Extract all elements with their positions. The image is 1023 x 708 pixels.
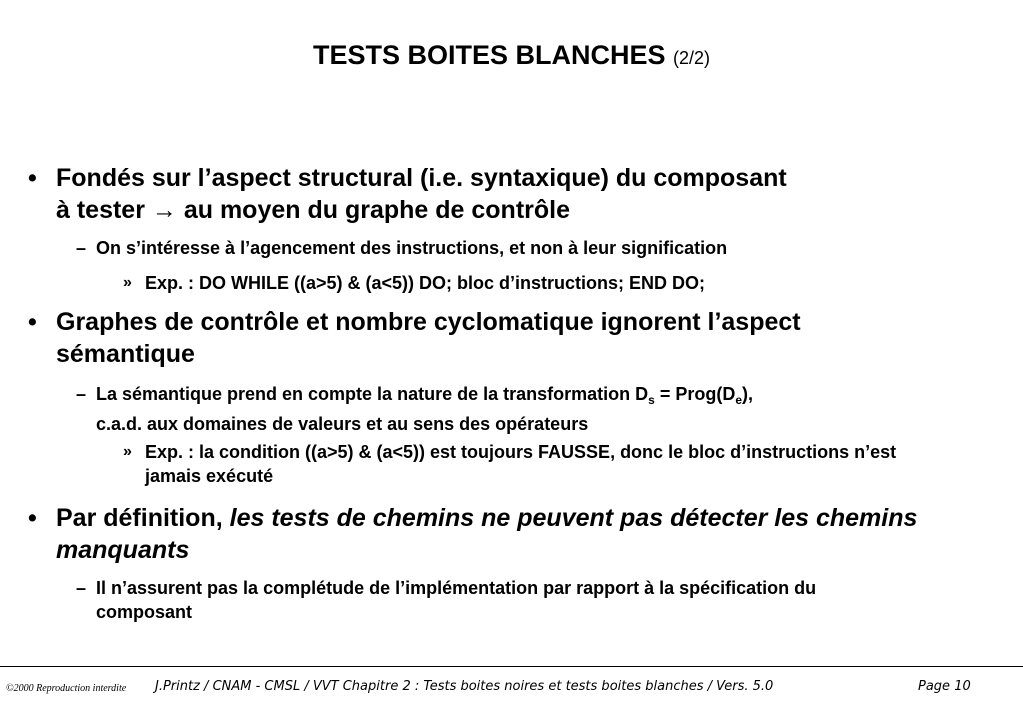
sub-sub-bullet-marker: » (123, 274, 132, 291)
subscript-s: s (648, 393, 655, 407)
bullet-2-sub-mid: = Prog(D (654, 384, 736, 404)
bullet-1-example: Exp. : DO WHILE ((a>5) & (a<5)) DO; bloc d’instructions; END DO; (145, 273, 706, 293)
footer-page-number: Page 10 (918, 679, 971, 694)
bullet-3-text-italic: les tests de chemins ne peuvent pas détecter les chemins manquants (56, 504, 918, 564)
bullet-marker: • (28, 164, 37, 192)
sub-bullet-marker: – (76, 384, 87, 404)
arrow-right-icon: → (151, 196, 177, 224)
slide-title (0, 40, 1023, 71)
bullet-2-sub-line-2: c.a.d. aux domaines de valeurs et au sens des opérateurs (96, 414, 589, 434)
bullet-2-text: Graphes de contrôle et nombre cyclomatique ignorent l’aspect sémantique (56, 308, 801, 368)
bullet-2-sub-end: ), (742, 384, 754, 404)
bullet-marker: • (28, 308, 37, 336)
bullet-2-sub-start: La sémantique prend en compte la nature de la transformation D (96, 384, 649, 404)
bullet-1-line-2 (56, 194, 996, 226)
bullet-1-sub-text: On s’intéresse à l’agencement des instructions, et non à leur signification (96, 238, 728, 258)
bullet-3-sub-text: Il n’assurent pas la complétude de l’implémentation par rapport à la spécification du composant (96, 578, 817, 622)
bullet-1-line-1: Fondés sur l’aspect structural (i.e. syntaxique) du composant (56, 164, 787, 192)
sub-bullet-marker: – (76, 238, 87, 258)
bullet-2-sub-text (96, 382, 976, 436)
subscript-e: e (735, 393, 743, 407)
slide-title-main: TESTS BOITES BLANCHES (312, 40, 666, 70)
bullet-2-sub-line-1 (96, 382, 976, 412)
bullet-1-line-2-start: à tester (56, 196, 152, 224)
bullet-2-example: Exp. : la condition ((a>5) & (a<5)) est toujours FAUSSE, donc le bloc d’instructions n’est jamais exécuté (145, 442, 897, 486)
footer-copyright: ©2000 Reproduction interdite (6, 683, 127, 694)
footer-course: J.Printz / CNAM - CMSL / VVT Chapitre 2 : Tests boites noires et tests boites blanches / Vers. 5.0 (155, 679, 774, 694)
bullet-marker: • (28, 504, 37, 532)
slide-title-part: (2/2) (673, 48, 711, 68)
footer-divider (0, 666, 1023, 667)
sub-bullet-marker: – (76, 578, 87, 598)
bullet-3-text-plain: Par définition, (56, 504, 230, 532)
bullet-3-text (56, 502, 966, 566)
bullet-1-text (56, 162, 996, 226)
bullet-1-line-2-end: au moyen du graphe de contrôle (176, 196, 571, 224)
sub-sub-bullet-marker: » (123, 443, 132, 460)
